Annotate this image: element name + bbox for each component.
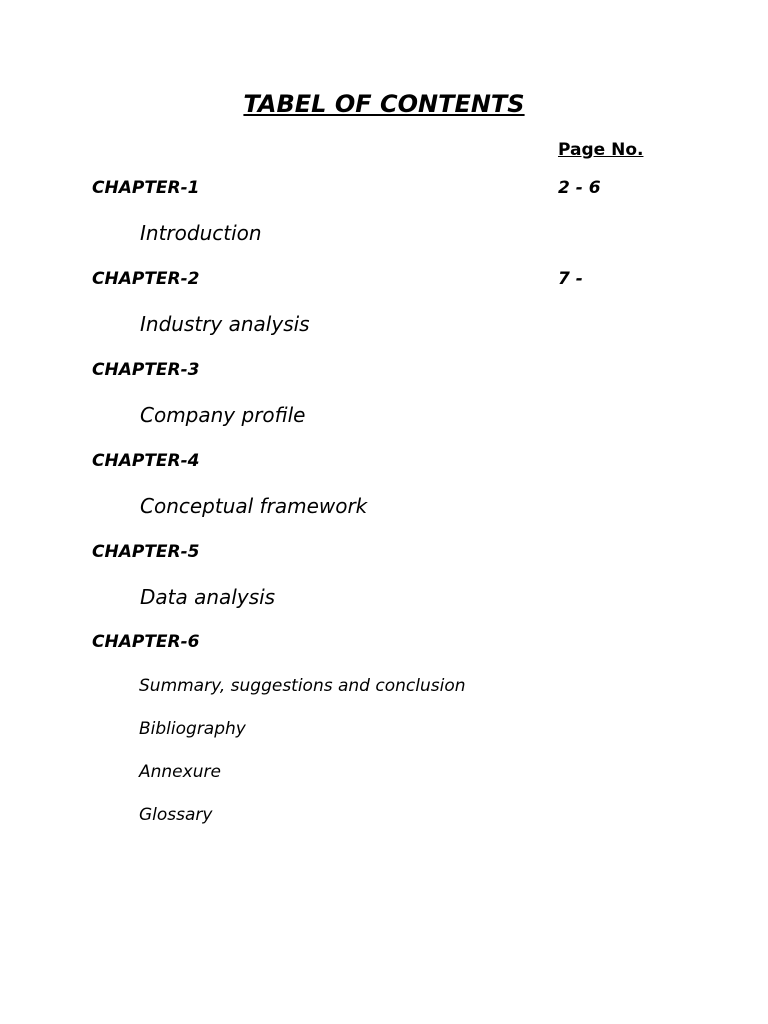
chapter-6-heading: CHAPTER-6 xyxy=(92,632,200,652)
chapter-4-section: Conceptual framework xyxy=(140,494,368,518)
chapter-6-item-glossary: Glossary xyxy=(139,805,213,825)
chapter-6-item-annexure: Annexure xyxy=(139,762,221,782)
chapter-3-section: Company profile xyxy=(140,403,306,427)
chapter-1-pages: 2 - 6 xyxy=(558,178,601,198)
chapter-2-heading: CHAPTER-2 xyxy=(92,269,200,289)
chapter-1-heading: CHAPTER-1 xyxy=(92,178,200,198)
chapter-3-heading: CHAPTER-3 xyxy=(92,360,200,380)
page-title: TABEL OF CONTENTS xyxy=(243,90,525,118)
chapter-4-heading: CHAPTER-4 xyxy=(92,451,200,471)
chapter-6-item-summary: Summary, suggestions and conclusion xyxy=(139,676,466,696)
page-number-column-header: Page No. xyxy=(558,140,644,160)
chapter-6-item-bibliography: Bibliography xyxy=(139,719,246,739)
chapter-2-section: Industry analysis xyxy=(140,312,310,336)
chapter-1-section: Introduction xyxy=(140,221,262,245)
chapter-5-heading: CHAPTER-5 xyxy=(92,542,200,562)
chapter-5-section: Data analysis xyxy=(140,585,276,609)
chapter-2-pages: 7 - xyxy=(558,269,583,289)
